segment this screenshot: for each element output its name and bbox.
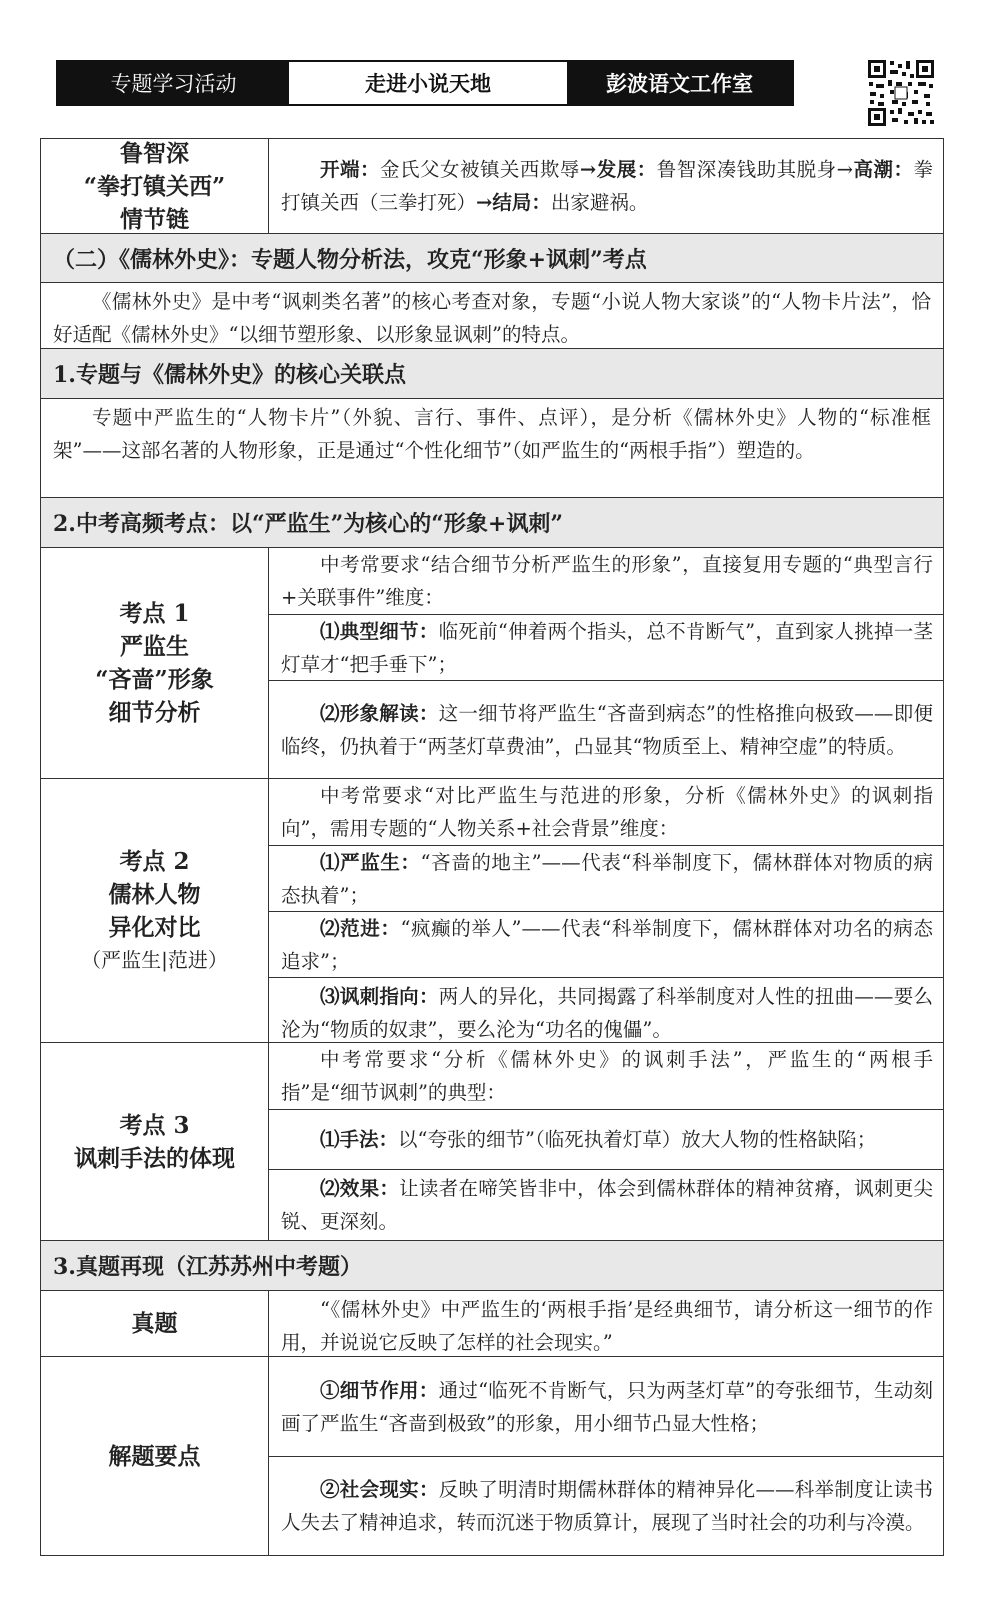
part2-title: 2.中考高频考点：以“严监生”为核心的“形象+讽刺” bbox=[41, 498, 943, 548]
header-topic: 走进小说天地 bbox=[289, 62, 567, 104]
kaodian-2-point-2: ⑵范进：“疯癫的举人”——代表“科举制度下，儒林群体对功名的病态追求”； bbox=[269, 911, 943, 977]
kaodian-2-point-3: ⑶讽刺指向：两人的异化，共同揭露了科举制度对人性的扭曲——要么沦为“物质的奴隶”，要么沦为“功名的傀儡”。 bbox=[269, 977, 943, 1048]
plot-chain-row bbox=[41, 139, 943, 234]
kaodian-3-label: 考点 3 讽刺手法的体现 bbox=[41, 1043, 269, 1240]
kaodian-1-row bbox=[41, 548, 943, 779]
answer-label: 解题要点 bbox=[41, 1357, 269, 1555]
question-text: “《儒林外史》中严监生的‘两根手指’是经典细节，请分析这一细节的作用，并说说它反映了怎样的社会现实。” bbox=[281, 1298, 933, 1354]
kaodian-3-point-2: ⑵效果：让读者在啼笑皆非中，体会到儒林群体的精神贫瘠，讽刺更尖锐、更深刻。 bbox=[269, 1169, 943, 1240]
kaodian-3-point-1: ⑴手法：以“夸张的细节”（临死执着灯草）放大人物的性格缺陷； bbox=[269, 1109, 943, 1169]
part1-text: 专题中严监生的“人物卡片”（外貌、言行、事件、点评），是分析《儒林外史》人物的“标准框架”——这部名著的人物形象，正是通过“个性化细节”（如严监生的“两根手指”）塑造的。 bbox=[41, 399, 943, 498]
section-rulin-intro: 《儒林外史》是中考“讽刺类名著”的核心考查对象，专题“小说人物大家谈”的“人物卡片法”，恰好适配《儒林外史》“以细节塑形象、以形象显讽刺”的特点。 bbox=[41, 283, 943, 349]
header-studio: 彭波语文工作室 bbox=[567, 62, 792, 104]
kaodian-1-point-1: ⑴典型细节：临死前“伸着两个指头，总不肯断气”，直到家人挑掉一茎灯草才“把手垂下”； bbox=[269, 614, 943, 680]
kaodian-2-label: 考点 2 儒林人物 异化对比 （严监生|范进） bbox=[41, 779, 269, 1042]
qr-code-icon bbox=[866, 58, 936, 128]
answer-row bbox=[41, 1357, 943, 1555]
content-table bbox=[40, 138, 944, 1556]
kaodian-3-intro: 中考常要求“分析《儒林外史》的讽刺手法”，严监生的“两根手指”是“细节讽刺”的典型： bbox=[281, 1048, 933, 1104]
header-bar bbox=[56, 60, 794, 106]
kaodian-2-row bbox=[41, 779, 943, 1043]
kaodian-1-intro: 中考常要求“结合细节分析严监生的形象”，直接复用专题的“典型言行+关联事件”维度： bbox=[281, 553, 933, 609]
question-label: 真题 bbox=[41, 1291, 269, 1356]
answer-point-2: ②社会现实：反映了明清时期儒林群体的精神异化——科举制度让读书人失去了精神追求，转而沉迷于物质算计，展现了当时社会的功利与冷漠。 bbox=[269, 1456, 943, 1555]
plot-chain-label: 鲁智深 “拳打镇关西” 情节链 bbox=[41, 139, 269, 233]
answer-point-1: ①细节作用：通过“临死不肯断气，只为两茎灯草”的夸张细节，生动刻画了严监生“吝啬到极致”的形象，用小细节凸显大性格； bbox=[281, 1378, 933, 1435]
kaodian-2-point-1: ⑴严监生：“吝啬的地主”——代表“科举制度下，儒林群体对物质的病态执着”； bbox=[269, 845, 943, 911]
plot-chain-text: 开端：金氏父女被镇关西欺辱→发展：鲁智深凑钱助其脱身→高潮：拳打镇关西（三拳打死）→结局：出家避祸。 bbox=[281, 158, 933, 214]
question-row bbox=[41, 1291, 943, 1357]
kaodian-3-row bbox=[41, 1043, 943, 1241]
kaodian-1-point-2: ⑵形象解读：这一细节将严监生“吝啬到病态”的性格推向极致——即便临终，仍执着于“两茎灯草费油”，凸显其“物质至上、精神空虚”的特质。 bbox=[269, 680, 943, 778]
part3-title: 3.真题再现（江苏苏州中考题） bbox=[41, 1241, 943, 1291]
header-activity: 专题学习活动 bbox=[58, 62, 289, 104]
section-rulin-title: （二）《儒林外史》：专题人物分析法，攻克“形象+讽刺”考点 bbox=[41, 234, 943, 283]
part1-title: 1.专题与《儒林外史》的核心关联点 bbox=[41, 349, 943, 399]
kaodian-2-intro: 中考常要求“对比严监生与范进的形象，分析《儒林外史》的讽刺指向”，需用专题的“人物关系+社会背景”维度： bbox=[281, 784, 933, 840]
kaodian-1-label: 考点 1 严监生 “吝啬”形象 细节分析 bbox=[41, 548, 269, 778]
